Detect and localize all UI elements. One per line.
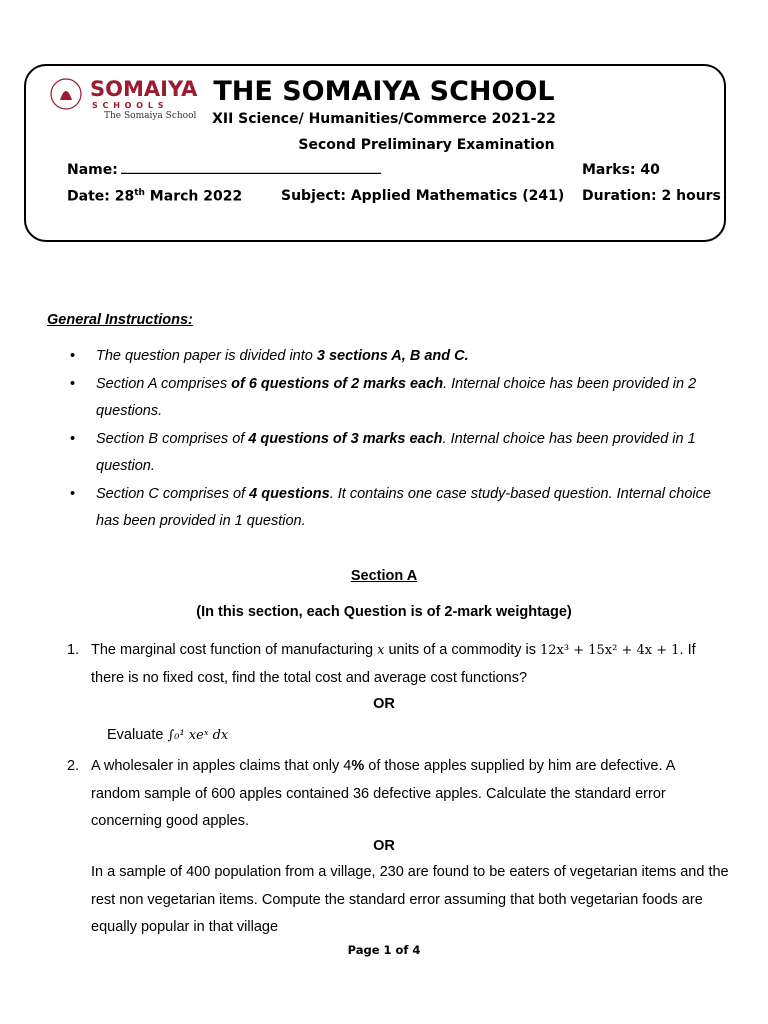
section-title: Section A [350,568,418,584]
exam-line: Second Preliminary Examination [298,137,555,153]
subject: Subject: Applied Mathematics (241) [281,188,565,204]
question-number-1: 1. [67,642,80,658]
question-2: A wholesaler in apples claims that only 4% of those apples supplied by him are defective. A random sample of 600 apples contained 36 defective apples. Calculate the standard error concerning good apples. [91,758,675,829]
or-divider-1: OR [373,696,395,712]
school-title: THE SOMAIYA SCHOOL [213,76,555,107]
logo-subtext: S C H O O L S [92,101,165,110]
section-subtitle: (In this section, each Question is of 2-mark weightage) [196,604,572,620]
exam-date: Date: 28th March 2022 [67,188,243,205]
name-label: Name: [67,162,118,178]
logo-wordmark: SOMAIYA [90,77,198,101]
marks: Marks: 40 [582,162,660,178]
instruction-item: • Section B comprises of 4 questions of 3 marks each. Internal choice has been provided in 1 question. [56,426,726,481]
instructions-heading: General Instructions: [47,312,193,328]
duration: Duration: 2 hours [582,188,721,204]
instruction-item: • Section A comprises of 6 questions of 2 marks each. Internal choice has been provided in 2 questions. [56,371,726,426]
instructions-list [56,343,726,536]
instruction-item: • The question paper is divided into 3 sections A, B and C. [56,343,726,371]
name-blank: ________________________________________ [121,160,381,175]
question-2-alternative: In a sample of 400 population from a village, 230 are found to be eaters of vegetarian items and the rest non vegetarian items. Compute the standard error assuming that both vegetarian foods are equally popular in that village [91,864,729,935]
class-line: XII Science/ Humanities/Commerce 2021-22 [212,111,556,127]
logo-caption: The Somaiya School [104,111,197,121]
page-number: Page 1 of 4 [347,943,421,957]
instruction-item: • Section C comprises of 4 questions. It contains one case study-based question. Internal choice has been provided in 1 question. [56,481,726,536]
or-divider-2: OR [373,838,395,854]
question-1-alternative: Evaluate ∫₀¹ xeˣ dx [107,727,229,743]
question-number-2: 2. [67,758,80,774]
question-1: The marginal cost function of manufacturing x units of a commodity is 12x³ + 15x² + 4x + 1. If there is no fixed cost, find the total cost and average cost functions? [91,642,696,686]
